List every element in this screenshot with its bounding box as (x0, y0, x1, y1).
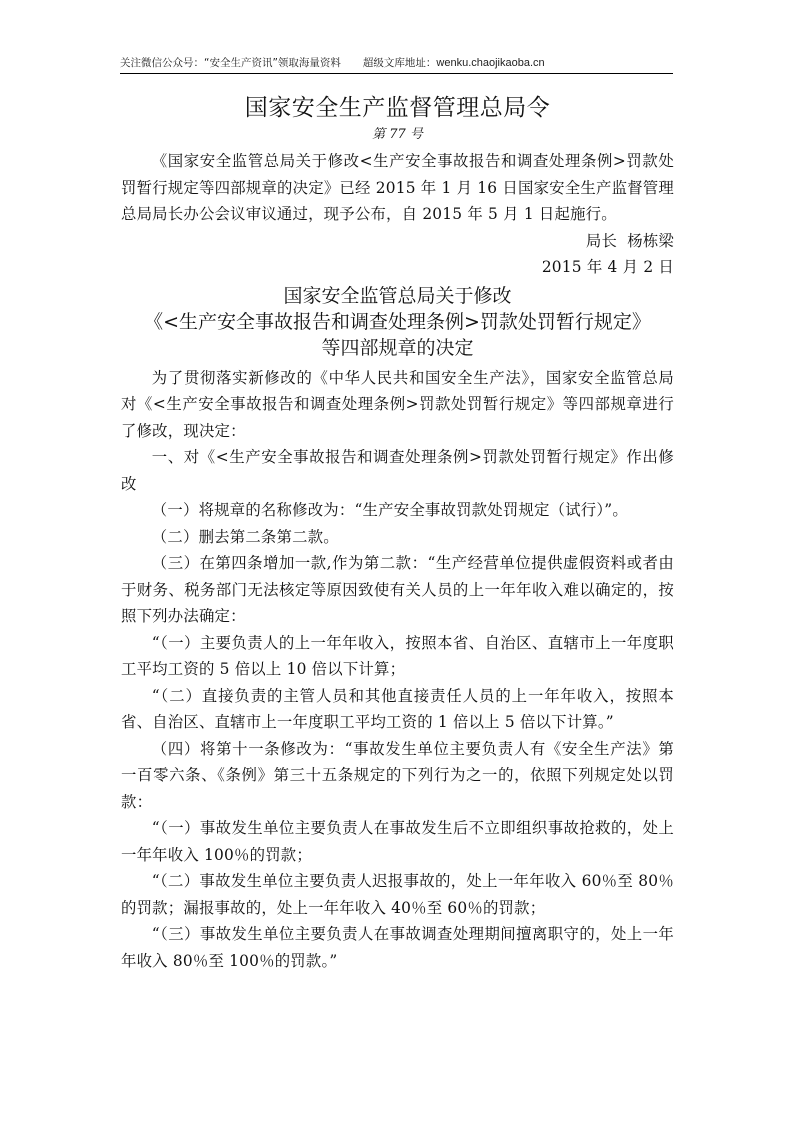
decision-title-line-2: 《<生产安全事故报告和调查处理条例>罚款处罚暂行规定》 (144, 310, 651, 333)
signing-date: 2015 年 4 月 2 日 (541, 258, 674, 276)
paragraph-section-1: 一、对《<生产安全事故报告和调查处理条例>罚款处罚暂行规定》作出修改 (121, 448, 674, 493)
order-number: 第 77 号 (372, 127, 423, 142)
promulgation-paragraph: 《国家安全监管总局关于修改<生产安全事故报告和调查处理条例>罚款处罚暂行规定等四部规章的决定》已经 2015 年 1 月 16 日国家安全生产监督管理总局局长办公会议审议通过，现予公布，自 2015 年 5 月 1 日起施行。 (121, 152, 674, 223)
decision-title (121, 283, 674, 361)
paragraph-preamble: 为了贯彻落实新修改的《中华人民共和国安全生产法》，国家安全监管总局对《<生产安全事故报告和调查处理条例>罚款处罚暂行规定》等四部规章进行了修改，现决定： (121, 368, 674, 440)
decision-title-line-1: 国家安全监管总局关于修改 (283, 284, 512, 307)
paragraph-item-4-sub-2: “（二）事故发生单位主要负责人迟报事故的，处上一年年收入 60％至 80％的罚款；漏报事故的，处上一年年收入 40％至 60％的罚款； (121, 872, 674, 917)
signatory: 局长 杨栋梁 (585, 231, 674, 250)
decision-title-line-3: 等四部规章的决定 (321, 336, 474, 359)
library-url[interactable]: wenku.chaojikaoba.cn (436, 57, 545, 69)
page-header (120, 56, 673, 74)
paragraph-item-2: （二）删去第二条第二款。 (151, 527, 339, 546)
paragraph-item-1: （一）将规章的名称修改为：“生产安全事故罚款处罚规定（试行）”。 (151, 501, 628, 519)
paragraph-item-3-sub-1: “（一）主要负责人的上一年年收入，按照本省、自治区、直辖市上一年度职工平均工资的 5 倍以上 10 倍以下计算； (121, 633, 674, 678)
document-body (121, 92, 674, 974)
paragraph-item-3-sub-2: “（二）直接负责的主管人员和其他直接责任人员的上一年年收入，按照本省、自治区、直辖市上一年度职工平均工资的 1 倍以上 5 倍以下计算。” (121, 686, 674, 731)
paragraph-item-4: （四）将第十一条修改为：“事故发生单位主要负责人有《安全生产法》第一百零六条、《条例》第三十五条规定的下列行为之一的，依照下列规定处以罚款： (121, 739, 674, 811)
wechat-notice: 关注微信公众号：“安全生产资讯”领取海量资料 (120, 57, 341, 69)
library-label: 超级文库地址： (362, 57, 437, 69)
paragraph-item-4-sub-1: “（一）事故发生单位主要负责人在事故发生后不立即组织事故抢救的，处上一年年收入 100％的罚款； (121, 819, 674, 864)
paragraph-item-3: （三）在第四条增加一款,作为第二款：“生产经营单位提供虚假资料或者由于财务、税务部门无法核定等原因致使有关人员的上一年年收入难以确定的，按照下列办法确定： (121, 554, 674, 625)
paragraph-item-4-sub-3: “（三）事故发生单位主要负责人在事故调查处理期间擅离职守的，处上一年年收入 80％至 100％的罚款。” (121, 925, 674, 970)
order-title: 国家安全生产监督管理总局令 (244, 95, 551, 121)
